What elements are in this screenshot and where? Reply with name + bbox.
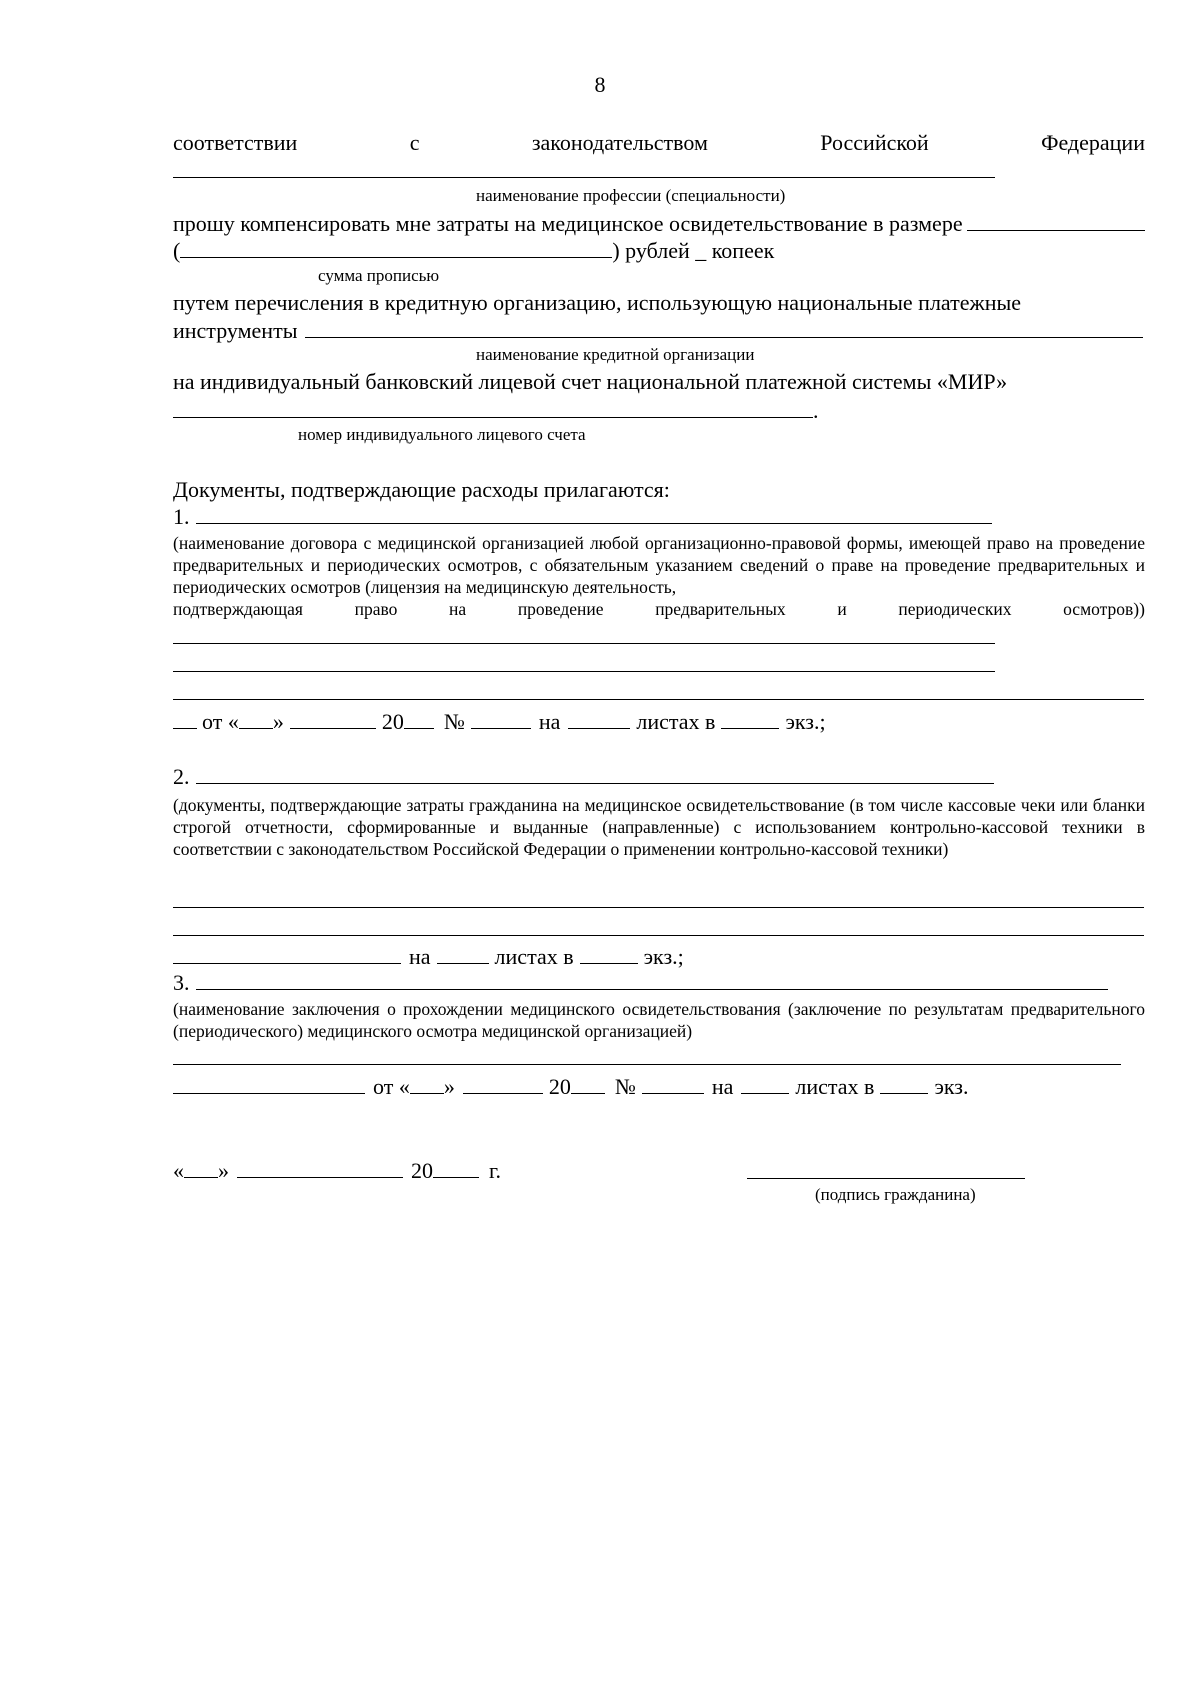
date-line <box>173 1157 501 1184</box>
caption-word: и <box>837 599 847 619</box>
copies-text: экз.; <box>643 944 684 969</box>
item1-number-field[interactable] <box>471 708 531 729</box>
item1-caption-lastline <box>173 598 1145 620</box>
item3-number-field[interactable] <box>642 1073 704 1094</box>
item3-sheets-field[interactable] <box>741 1073 789 1094</box>
date-day-field[interactable] <box>184 1157 218 1178</box>
item3-doc-field[interactable] <box>173 1073 365 1094</box>
item1-extra-line-1[interactable] <box>173 643 995 644</box>
item1-line <box>173 503 992 530</box>
item3-number: 3. <box>173 970 190 995</box>
item3-field[interactable] <box>196 969 1108 990</box>
item3-year-field[interactable] <box>571 1073 605 1094</box>
item2-copies-field[interactable] <box>580 943 638 964</box>
caption-account: номер индивидуального лицевого счета <box>298 425 586 444</box>
item2-extra-line-1[interactable] <box>173 907 1144 908</box>
bank-name-field[interactable] <box>305 317 1143 338</box>
na-text: на <box>409 944 431 969</box>
caption-word: осмотров)) <box>1063 599 1145 619</box>
line1-word: с <box>409 130 420 155</box>
account-period: . <box>813 398 819 423</box>
docs-header: Документы, подтверждающие расходы прилагаются: <box>173 477 670 502</box>
profession-field-line[interactable] <box>173 177 995 178</box>
year-suffix: г. <box>489 1158 502 1183</box>
item3-extra-line[interactable] <box>173 1064 1121 1065</box>
instruments-text: инструменты <box>173 318 298 343</box>
line1-word: Федерации <box>1041 130 1145 155</box>
amount-words-field[interactable] <box>180 237 612 258</box>
caption-word: предварительных <box>655 599 786 619</box>
line1-word: Российской <box>820 130 929 155</box>
item2-line <box>173 763 994 790</box>
request-line <box>173 210 1145 237</box>
sheets-text: листах в <box>795 1074 875 1099</box>
item3-day-field[interactable] <box>410 1073 444 1094</box>
caption-word: подтверждающая <box>173 599 303 619</box>
rubles-kopecks-text: ) рублей _ копеек <box>612 238 775 263</box>
sheets-text: листах в <box>494 944 574 969</box>
item2-field[interactable] <box>196 763 994 784</box>
year-text: 20 <box>548 1074 571 1099</box>
sheets-text: листах в <box>636 709 716 734</box>
signature-field[interactable] <box>747 1178 1025 1179</box>
item1-sheets-field[interactable] <box>568 708 630 729</box>
item2-number: 2. <box>173 764 190 789</box>
open-quote: « <box>173 1158 184 1183</box>
instruments-line <box>173 317 1143 344</box>
item3-caption: (наименование заключения о прохождении медицинского освидетельствования (заключение по результатам предварительного (периодического) медицинского осмотра медицинской организацией) <box>173 999 1145 1041</box>
caption-sum: сумма прописью <box>318 266 440 285</box>
item1-ref-line <box>173 708 826 735</box>
item3-ref-line <box>173 1073 968 1100</box>
close-quote: » <box>272 709 284 734</box>
item3-line <box>173 969 1108 996</box>
item2-sheets-field[interactable] <box>437 943 489 964</box>
paren-open: ( <box>173 238 181 263</box>
account-number-field[interactable] <box>173 397 813 418</box>
copies-text: экз. <box>934 1074 969 1099</box>
item1-caption: (наименование договора с медицинской организацией любой организационно-правовой формы, имеющей право на проведение предварительных и периодических осмотров, с обязательным указанием сведений о праве на проведение предварительных и периодических осмотров (лицензия на медицинскую деятельность, <box>173 533 1145 597</box>
item3-month-field[interactable] <box>463 1073 543 1094</box>
line1-word: законодательством <box>531 130 708 155</box>
date-month-field[interactable] <box>237 1157 403 1178</box>
item1-copies-field[interactable] <box>721 708 779 729</box>
number-sign: № <box>443 709 465 734</box>
number-sign: № <box>614 1074 636 1099</box>
amount-words-line <box>173 237 774 264</box>
account-line <box>173 397 819 424</box>
year-text: 20 <box>411 1158 433 1183</box>
close-quote: » <box>218 1158 229 1183</box>
item1-number: 1. <box>173 504 190 529</box>
line1-text <box>173 130 1145 156</box>
year-text: 20 <box>381 709 404 734</box>
ot-text: от « <box>373 1074 410 1099</box>
item2-caption: (документы, подтверждающие затраты гражданина на медицинское освидетельствование (в том числе кассовые чеки или бланки строгой отчетности, сформированные и выданные (направленные) с использованием контрольно-кассовой техники в соответствии с законодательством Российской Федерации о применении контрольно-кассовой техники) <box>173 795 1145 859</box>
item1-day-field[interactable] <box>239 708 273 729</box>
close-quote: » <box>443 1074 455 1099</box>
item1-year-field[interactable] <box>404 708 434 729</box>
request-text: прошу компенсировать мне затраты на медицинское освидетельствование в размере <box>173 211 963 236</box>
caption-word: периодических <box>898 599 1012 619</box>
item2-ref-line <box>173 943 684 970</box>
signature-caption: (подпись гражданина) <box>815 1185 976 1204</box>
caption-word: право <box>354 599 398 619</box>
caption-word: проведение <box>517 599 604 619</box>
ot-text: от « <box>202 709 239 734</box>
date-year-field[interactable] <box>433 1157 479 1178</box>
caption-bank: наименование кредитной организации <box>476 345 755 364</box>
item1-extra-line-3[interactable] <box>173 699 1144 700</box>
account-text: на индивидуальный банковский лицевой счет национальной платежной системы «МИР» <box>173 369 1008 394</box>
line1-word: соответствии <box>173 130 298 155</box>
item1-doc-field[interactable] <box>173 708 197 729</box>
item2-extra-line-2[interactable] <box>173 935 1144 936</box>
item3-copies-field[interactable] <box>880 1073 928 1094</box>
caption-profession: наименование профессии (специальности) <box>476 186 786 205</box>
amount-number-field[interactable] <box>967 210 1145 231</box>
item1-extra-line-2[interactable] <box>173 671 995 672</box>
item2-doc-field[interactable] <box>173 943 401 964</box>
item1-field[interactable] <box>196 503 992 524</box>
copies-text: экз.; <box>785 709 826 734</box>
transfer-text: путем перечисления в кредитную организацию, использующую национальные платежные <box>173 290 1022 315</box>
item1-month-field[interactable] <box>290 708 376 729</box>
caption-word: на <box>449 599 467 619</box>
na-text: на <box>538 709 561 734</box>
na-text: на <box>711 1074 734 1099</box>
page-number: 8 <box>594 72 606 97</box>
